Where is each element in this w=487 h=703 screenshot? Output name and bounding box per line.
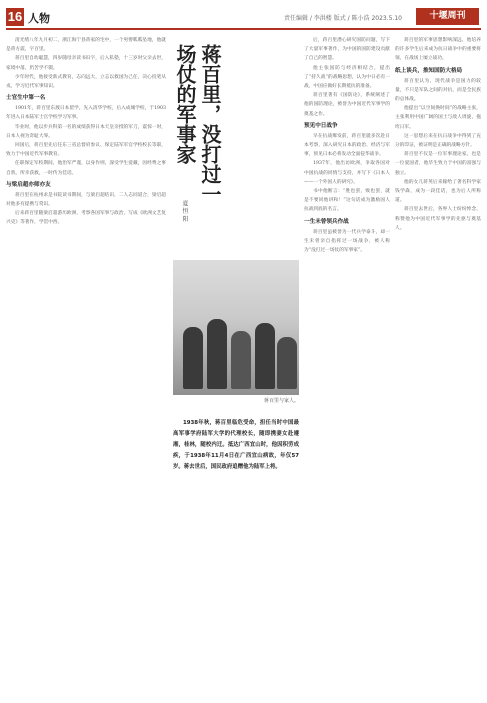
editor-credits: 责任编辑 / 李洪楼 版式 / 陈小浩 2023.5.10 [283,15,402,22]
paragraph: 蒋百里不仅是一位军事理论家，也是一位爱国者，他毕生致力于中国的富强与独立。 [395,152,481,176]
page-number: 16 [7,9,23,24]
section-heading: 纸上谈兵，推知国防大格局 [395,67,463,74]
masthead [0,0,487,28]
paragraph: 他提出“以空间换时间”的战略主张，主张利用中国广阔的国土与敌人周旋，拖垮日军。 [395,106,481,130]
paragraph: 回国后，蒋百里先后任东三省总督府参议、保定陆军军官学校校长等职，致力于中国近代军事教育。 [6,143,166,158]
article-title: 蒋百里，没打过一场仗的军事家 [173,44,222,204]
section-heading: 一生未曾领兵作战 [304,218,349,225]
photo-figure [231,331,251,389]
header-rule [6,28,481,30]
paragraph: 这一思想后来在抗日战争中得到了充分的印证，被证明是正确的战略方针。 [395,133,481,149]
photo-caption: 蒋百里与家人。 [263,398,299,404]
paragraph: 蒋百里虽被誉为一代兵学泰斗，却一生未曾亲自指挥过一场战争，被人称为“没打过一场仗的军事家”。 [304,229,390,254]
photo-figure [183,327,203,389]
paragraph: 早在抗战爆发前，蒋百里就多次赴日本考察，深入研究日本的政治、经济与军事，预见日本必将发动全面侵华战争。 [304,133,390,158]
section-heading: 预见中日战争 [304,122,338,129]
paragraph: 蒋百里的军事思想影响深远，他培养的许多学生后来成为抗日战争中的重要将领，在战场上屡立战功。 [395,38,481,62]
section-heading: 与梁启超亦师亦友 [6,181,51,188]
paragraph: 他的女儿蒋英后来嫁给了著名科学家钱学森，成为一段佳话，也为后人所称道。 [395,179,481,204]
paragraph: 1937年，他出访欧洲，争取各国对中国抗战的同情与支持，并写下《日本人——一个外国人的研究》。 [304,161,390,185]
article-column-left [6,36,166,696]
paragraph: 1901年，蒋百里东渡日本留学，先入清华学校，后入成城学校，于1903年进入日本陆军士官学校学习军事。 [6,106,166,121]
paragraph: 后来蒋百里随梁启超游历欧洲，考察各国军事与政治，写成《欧洲文艺复兴史》等著作，学贯中西。 [6,211,166,226]
paragraph: 蒋百里著有《国防论》，系统阐述了他的国防理论，被誉为中国近代军事学的奠基之作。 [304,93,390,117]
paragraph: 任职保定军校期间，他治军严谨，以身作则，深受学生爱戴，因经费之事自戕，所幸获救，一时传为佳话。 [6,161,166,176]
paragraph: 清光绪八年九月初二，浙江海宁县蒋家的宅中，一个男婴呱呱坠地，他就是蒋方震，字百里。 [6,38,166,53]
paragraph: 蒋百里认为，现代战争是国力的较量，不只是军队之间的对抗，而是全民族的总体战。 [395,78,481,103]
pull-quote-text: 1938年秋，蒋百里临危受命，担任当时中国最高军事学府陆军大学的代理校长，随即携妻女赴遵湘，桂林，随校内迁。抵达广西宜山时，他因积劳成疾，于1938年11月4日在广西宜山病故，年仅57岁。蒋去世后，国民政府追赠他为陆军上将。 [173,420,299,470]
paragraph: 书中他断言：“胜也罢，败也罢，就是不要同他讲和！”这句话成为激励国人抗战到底的名言。 [304,189,390,213]
paragraph: 后，蒋百里潜心研究国防问题，写下了大量军事著作，为中国的国防建设贡献了自己的智慧。 [304,38,390,62]
photo-figure [277,337,297,389]
family-photo [173,260,299,395]
photo-figure [207,319,227,389]
photo-figure [255,323,275,389]
pull-quote [173,418,299,473]
publication-logo: 十堰周刊 [416,8,479,25]
section-heading: 士官生中第一名 [6,95,46,102]
article-byline: 夏 恒 阳 [181,200,188,222]
paragraph: 蒋百里在杭州求是书院读书期间，与梁启超结识，二人志同道合，梁启超对他多有提携与赏识。 [6,192,166,208]
article-column-center [304,36,390,696]
section-name: 人物 [28,12,50,25]
paragraph: 蒋百里自幼聪慧，四岁随母亲读书识字，后入私塾，十三岁时父亲去世，家境中落，仍苦学不辍。 [6,56,166,71]
paragraph: 蒋百里去世后，各界人士纷纷悼念，称赞他为中国近代军事学的先驱与奠基人。 [395,207,481,231]
article-column-right [395,36,481,696]
paragraph: 毕业时，他以步兵科第一名的成绩获得日本天皇亲授的军刀，震惊一时，日本人视为奇耻大辱。 [6,124,166,139]
paragraph: 他主张国防与经济相结合，提出了“持久战”的战略思想，认为中日必有一战，中国应做好长期抵抗的准备。 [304,65,390,90]
paragraph: 少年时代，他接受新式教育，志向远大，立志以救国为己任，决心投笔从戎，学习近代军事知识。 [6,74,166,90]
